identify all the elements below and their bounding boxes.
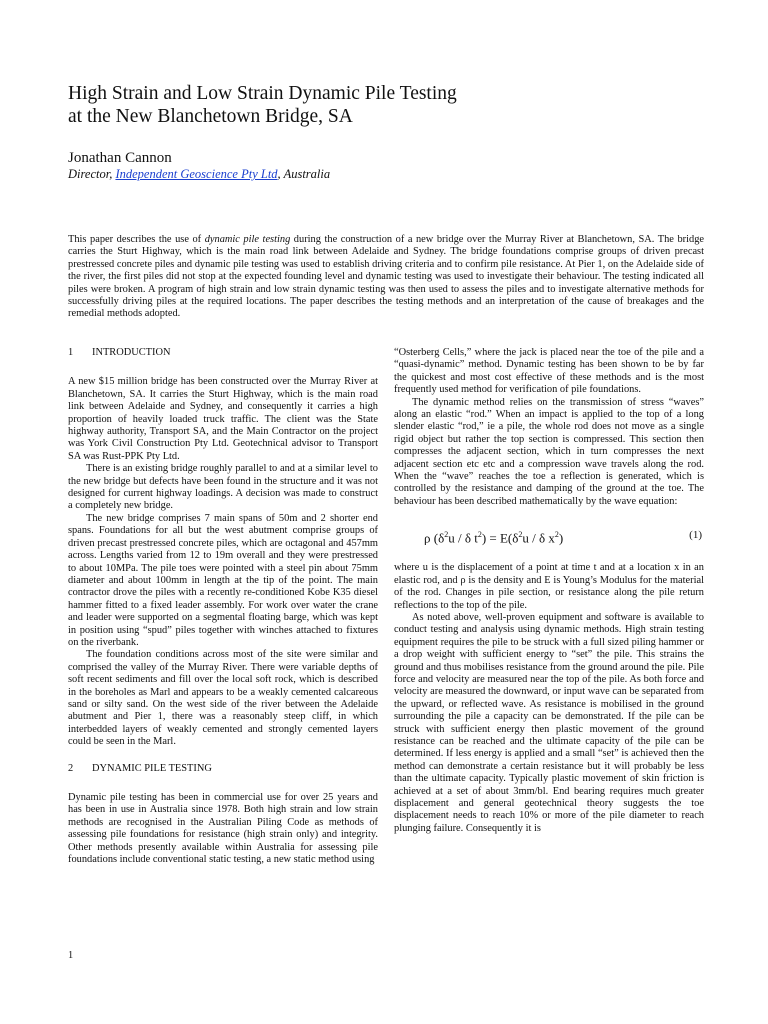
abstract-text-pre: This paper describes the use of: [68, 234, 205, 245]
intro-paragraph: The foundation conditions across most of the site were similar and comprised the valley of the Murray River. There were variable depths of soft recent sediments and fill over the local soft rock, which is described in the boreholes as Marl and appears to be a weakly cemented calcareous sand or silty sand. On the west side of the river between the Adelaide abutment and Pier 1, there was a reasonably steep cliff, in which interbedded layers of weakly cemented and strongly cemented layers could be seen in the Marl.: [68, 649, 378, 748]
author-affiliation: [68, 167, 330, 182]
section-heading-introduction: [68, 347, 378, 359]
affiliation-suffix: , Australia: [277, 167, 331, 181]
title-line-1: High Strain and Low Strain Dynamic Pile Testing: [68, 83, 457, 104]
paper-title: [68, 82, 708, 128]
abstract-emphasis: dynamic pile testing: [204, 234, 291, 245]
author-name: Jonathan Cannon: [68, 150, 172, 166]
testing-paragraph-continued: “Osterberg Cells,” where the jack is placed near the toe of the pile and a “quasi-dynamic” method. Dynamic testing has been shown to be by far the quickest and most cost effective of these methods and is the most frequently used method for verification of pile foundations.: [394, 347, 704, 396]
testing-paragraph: Dynamic pile testing has been in commercial use for over 25 years and has been in use in Australia since 1978. Both high strain and low strain methods are recognised in the Australian Piling Code as methods of assessing pile foundations for resistance (high strain only) and integrity. Other methods presently available within Australia for assessing pile foundations include conventional static testing, a new static method using: [68, 792, 378, 866]
intro-paragraph: A new $15 million bridge has been constructed over the Murray River at Blanchetown, SA. It carries the Sturt Highway, which is the main road link between Adelaide and Sydney, and consequently it carries a high proportion of heavily loaded truck traffic. The client was the State highway authority, Transport SA, and the Main Contractor on the project was York Civil Construction Pty Ltd. Geotechnical advisor to Transport SA was Rust-PPK Pty Ltd.: [68, 376, 378, 462]
section-number: 2: [68, 762, 74, 774]
abstract: [68, 234, 704, 321]
equipment-paragraph: As noted above, well-proven equipment and software is available to conduct testing and analysis using dynamic methods. High strain testing equipment requires the pile to be struck with a full sized piling hammer or a drop weight with sufficient energy to “set” the pile. This strains the ground and thus mobilises resistance from the ground around the pile. Pile force and velocity are measured near the top of the pile. As both force and velocity are measured the downward, or input wave can be separated from the upward, or reflected wave. As resistance is mobilised in the ground surrounding the pile a capacity can be demonstrated. If the pile can be struck with sufficient energy then plastic movement of the ground resistance can be reached and the ultimate capacity of the pile can be determined. If less energy is applied and a small “set” is achieved then the method can demonstrate a certain resistance but it will probably be less than the ultimate capacity. Typically plastic movement of skin friction is achieved at a set of about 3mm/bl. End bearing requires much greater displacement and general geotechnical theory suggests the toe displacement needs to reach 10% or more of the pile diameter to reach plunging failure. Consequently it is: [394, 611, 704, 834]
wave-paragraph: The dynamic method relies on the transmission of stress “waves” along an elastic “rod.” When an impact is applied to the top of a long slender elastic “rod,” ie a pile, the whole rod does not move as a single rigid object but rather the top section is compressed. This section then compresses the adjacent section, which in turn compresses the next adjacent section etc etc and a compression wave travels along the rod. When the “wave” reaches the toe a reflection is generated, which is controlled by the resistance and damping of the ground at the toe. The behaviour has been described mathematically by the wave equation:: [394, 396, 704, 507]
section-number: 1: [68, 347, 74, 358]
section-heading-dynamic-pile-testing: [68, 763, 378, 775]
intro-paragraph: The new bridge comprises 7 main spans of 50m and 2 shorter end spans. Foundations for all but the west abutment comprise groups of driven precast prestressed concrete piles, which are octagonal and 457mm across. Lengths varied from 12 to 19m overall and they were prestressed to about 10MPa. The pile toes were pointed with a steel pin about 75mm diameter and about 100mm in length at the tip of the point. The main contractor drove the piles with a recently re-conditioned Kobe K35 diesel hammer fitted to a fixed leader assembly. For work over water the crane and leader were supported on a segmental floating barge, which was kept in position using “spud” piles together with winches attached to fixtures on the riverbank.: [68, 512, 378, 648]
right-column: [394, 347, 704, 835]
equation-number: (1): [689, 529, 702, 542]
wave-equation: [394, 508, 704, 562]
where-paragraph: where u is the displacement of a point at time t and at a location x in an elastic rod, and ρ is the density and E is Young’s Modulus for the material of the rod. Changes in pile section, or resistance along the pile return reflections to the top of the pile.: [394, 562, 704, 611]
left-column: [68, 347, 378, 866]
section-title: DYNAMIC PILE TESTING: [92, 762, 212, 774]
page-number: 1: [68, 950, 74, 961]
affiliation-prefix: Director,: [68, 167, 116, 181]
intro-paragraph: There is an existing bridge roughly parallel to and at a similar level to the new bridge but defects have been found in the structure and it was not designed for current highway loadings. A decision was made to construct a completely new bridge.: [68, 463, 378, 512]
equation-expression: ρ ($\delta^2u$ / δ $t^2) = E(\delta^2u / \delta$ $x^2$): [424, 530, 564, 546]
section-title: INTRODUCTION: [92, 347, 171, 358]
title-line-2: at the New Blanchetown Bridge, SA: [68, 106, 353, 127]
abstract-text-post: during the construction of a new bridge over the Murray River at Blanchetown, SA. The bridge carries the Sturt Highway, which is the main road link between Adelaide and Sydney. The bridge foundations comprise groups of driven precast prestressed concrete piles and dynamic pile testing was used to establish driving criteria and to confirm pile resistance. At Pier 1, on the Adelaide side of the river, the first piles did not stop at the expected founding level and dynamic testing was used to investigate their behaviour. The testing indicated all piles were broken. A program of high strain and low strain dynamic testing was then used to assess the piles and to investigate alternative methods for successfully driving piles at the required locations. The paper describes the testing methods and an interpretation of the cause of breakages and the remedial methods adopted.: [68, 234, 704, 320]
affiliation-link[interactable]: Independent Geoscience Pty Ltd: [115, 167, 278, 181]
